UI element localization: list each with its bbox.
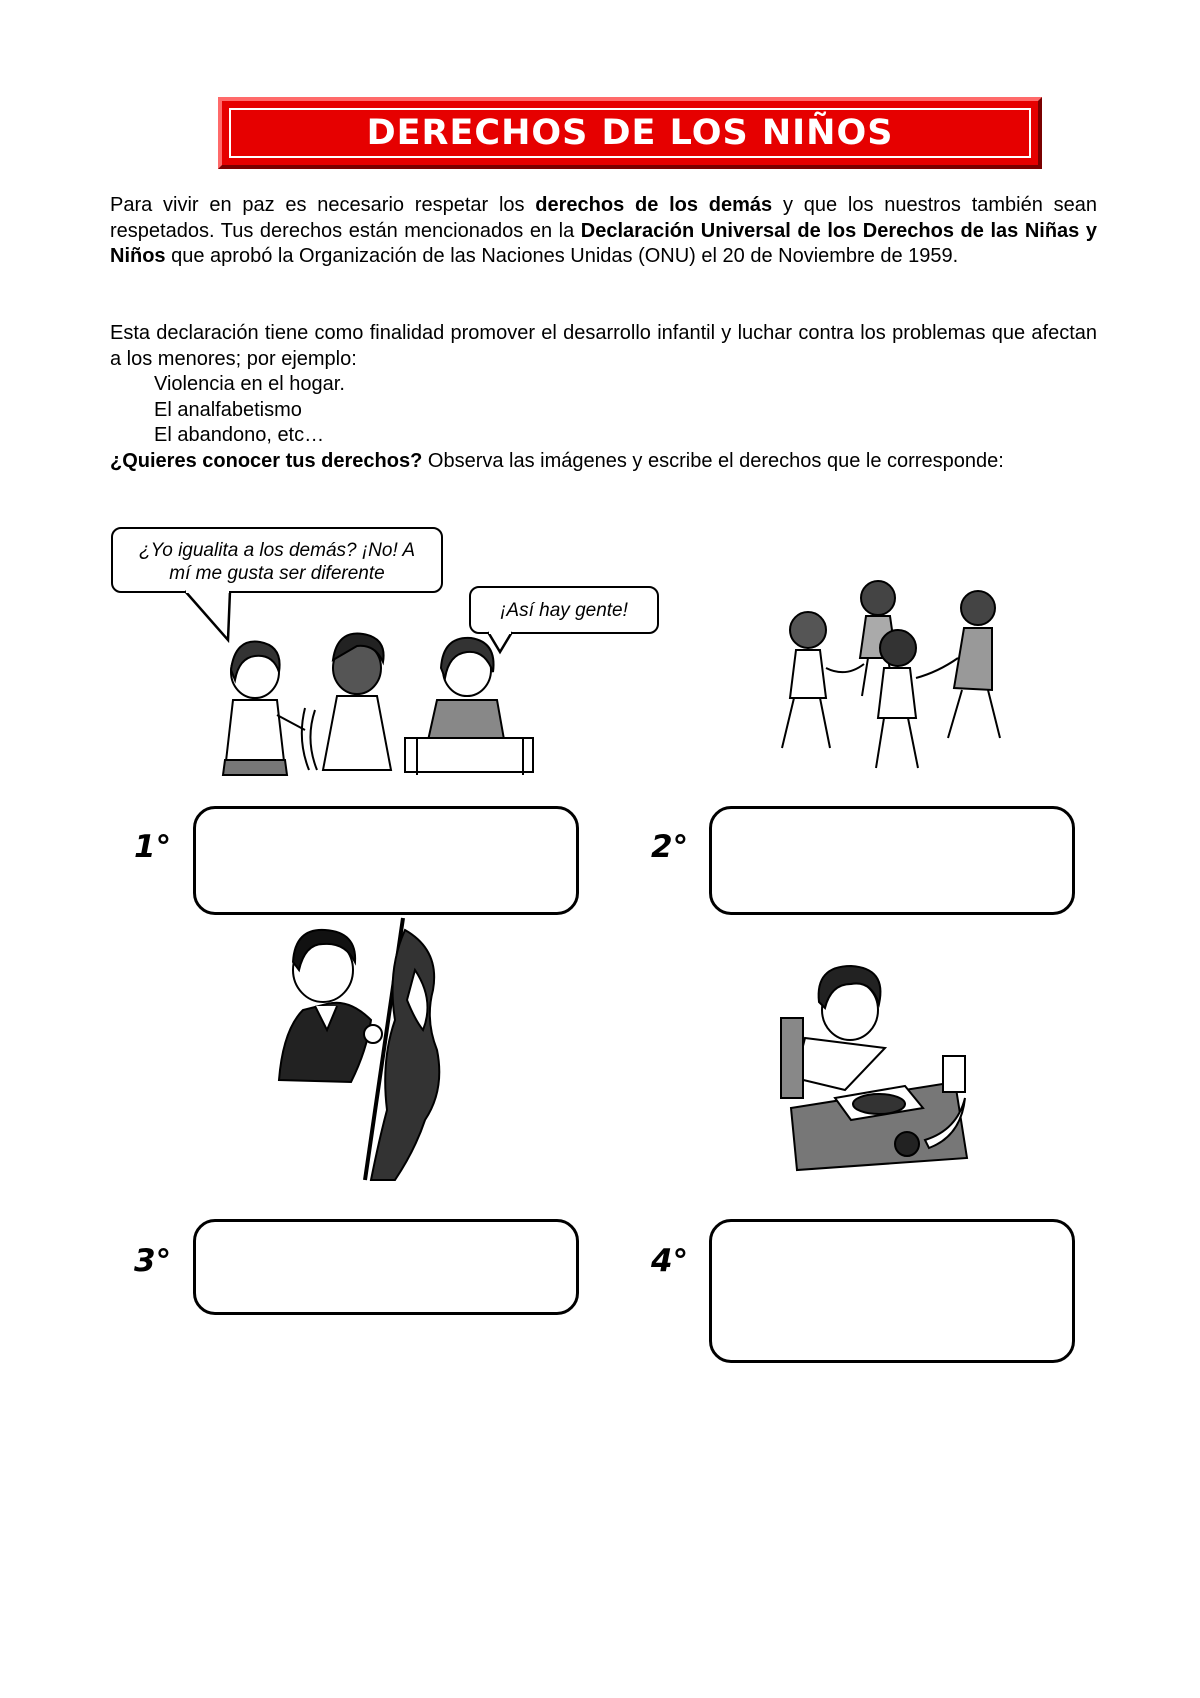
list-item-text: El analfabetismo [154,398,302,421]
boy-eating-illustration [775,958,975,1173]
page-title: DERECHOS DE LOS NIÑOS [366,113,894,153]
answer-box-3[interactable] [193,1219,579,1315]
exercise-number-3: 3° [134,1243,172,1279]
intro-text-1: Para vivir en paz es necesario respetar los [110,194,536,216]
exercise-number-1: 1° [134,829,172,865]
speech-bubble-right-text: ¡Así hay gente! [500,600,628,621]
list-item-text: Violencia en el hogar. [154,373,345,395]
list-item-text: El abandono, etc… [154,424,325,446]
children-playing-illustration [768,578,1028,773]
intro-text-2: y que los nuestros también sean respetados. Tus derechos están mencionados en la [110,194,1098,242]
exercise-number-2: 2° [651,829,689,865]
purpose-paragraph: Esta declaración tiene como finalidad promover el desarrollo infantil y luchar contra los problemas que afectan a los menores; por ejemplo: [110,322,1097,370]
question-text: Observa las imágenes y escribe el derechos que le corresponde: [422,450,1004,472]
girls-talking-illustration [205,620,540,780]
question-bold: ¿Quieres conocer tus derechos? [110,450,423,472]
intro-bold-1: derechos de los demás [535,194,773,216]
boy-with-flag-illustration [275,910,450,1190]
answer-box-4[interactable] [709,1219,1075,1363]
answer-box-1[interactable] [193,806,579,915]
answer-box-2[interactable] [709,806,1075,915]
exercise-number-4: 4° [651,1243,689,1279]
speech-bubble-left-text: ¿Yo igualita a los demás? ¡No! A mí me gusta ser diferente [139,540,415,584]
intro-bold-2: Declaración Universal de los Derechos de las Niñas y Niños [110,219,1097,267]
intro-text-3: que aprobó la Organización de las Naciones Unidas (ONU) el 20 de Noviembre de 1959. [165,245,959,267]
